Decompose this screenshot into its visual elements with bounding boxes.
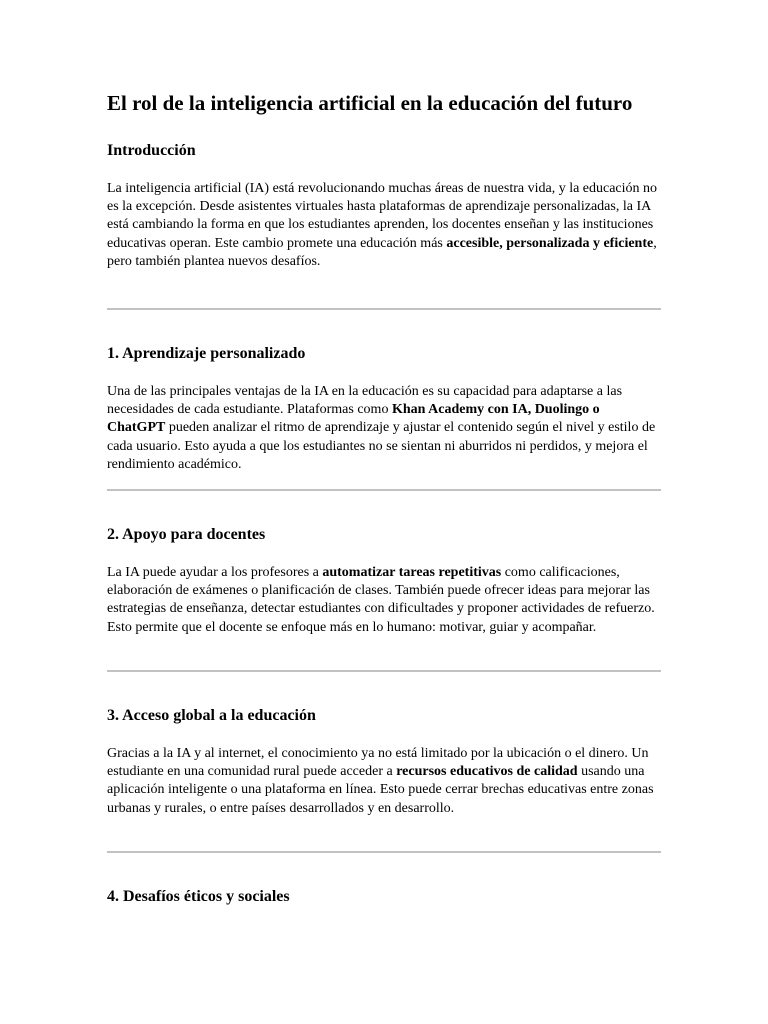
intro-bold-phrase: accesible, personalizada y eficiente	[446, 235, 654, 251]
section-heading: 4. Desafíos éticos y sociales	[107, 888, 290, 905]
intro-text-2: , pero también plantea nuevos desafíos.	[107, 235, 657, 269]
section-heading: 3. Acceso global a la educación	[107, 707, 316, 724]
document-title: El rol de la inteligencia artificial en la educación del futuro	[107, 91, 633, 115]
section-text-2: pueden analizar el ritmo de aprendizaje y ajustar el contenido según el nivel y estilo de cada usuario. Esto ayuda a que los estudiantes no se sientan ni aburridos ni perdidos, y mejora el rendimiento académico.	[107, 420, 656, 472]
section-divider	[107, 670, 661, 672]
section-bold-phrase: Khan Academy con IA, Duolingo o ChatGPT	[107, 402, 600, 436]
section-heading: 2. Apoyo para docentes	[107, 526, 266, 543]
section-text-1: La IA puede ayudar a los profesores a	[107, 565, 323, 580]
intro-paragraph	[107, 180, 661, 271]
intro-heading: Introducción	[107, 142, 196, 159]
section-divider	[107, 851, 661, 853]
section-paragraph	[107, 564, 661, 637]
section-desafios	[107, 851, 661, 907]
document-page	[107, 90, 661, 905]
section-divider	[107, 489, 661, 491]
intro-text-1: La inteligencia artificial (IA) está revolucionando muchas áreas de nuestra vida, y la educación no es la excepción. Desde asistentes virtuales hasta plataformas de aprendizaje personalizadas, la IA está cambiando la forma en que los estudiantes aprenden, los docentes enseñan y las instituciones educativas operan. Este cambio promete una educación más	[107, 181, 658, 251]
section-acceso-global	[107, 670, 661, 818]
section-text-1: Gracias a la IA y al internet, el conocimiento ya no está limitado por la ubicación o el dinero. Un estudiante en una comunidad rural puede acceder a	[107, 746, 649, 780]
section-heading: 1. Aprendizaje personalizado	[107, 345, 306, 362]
section-text-1: Una de las principales ventajas de la IA en la educación es su capacidad para adaptarse a las necesidades de cada estudiante. Plataformas como	[107, 384, 623, 418]
section-text-2: usando una aplicación inteligente o una plataforma en línea. Esto puede cerrar brechas educativas entre zonas urbanas y rurales, o entre países desarrollados y en desarrollo.	[107, 764, 654, 816]
section-text-2: como calificaciones, elaboración de exámenes o planificación de clases. También puede ofrecer ideas para mejorar las estrategias de enseñanza, detectar estudiantes con dificultades y proponer actividades de refuerzo. Esto permite que el docente se enfoque más en lo humano: motivar, guiar y acompañar.	[107, 565, 655, 635]
section-paragraph	[107, 383, 661, 474]
section-aprendizaje	[107, 308, 661, 474]
section-bold-phrase: recursos educativos de calidad	[396, 764, 578, 780]
section-divider	[107, 308, 661, 310]
section-apoyo-docentes	[107, 489, 661, 637]
section-paragraph	[107, 745, 661, 818]
section-bold-phrase: automatizar tareas repetitivas	[322, 565, 502, 580]
